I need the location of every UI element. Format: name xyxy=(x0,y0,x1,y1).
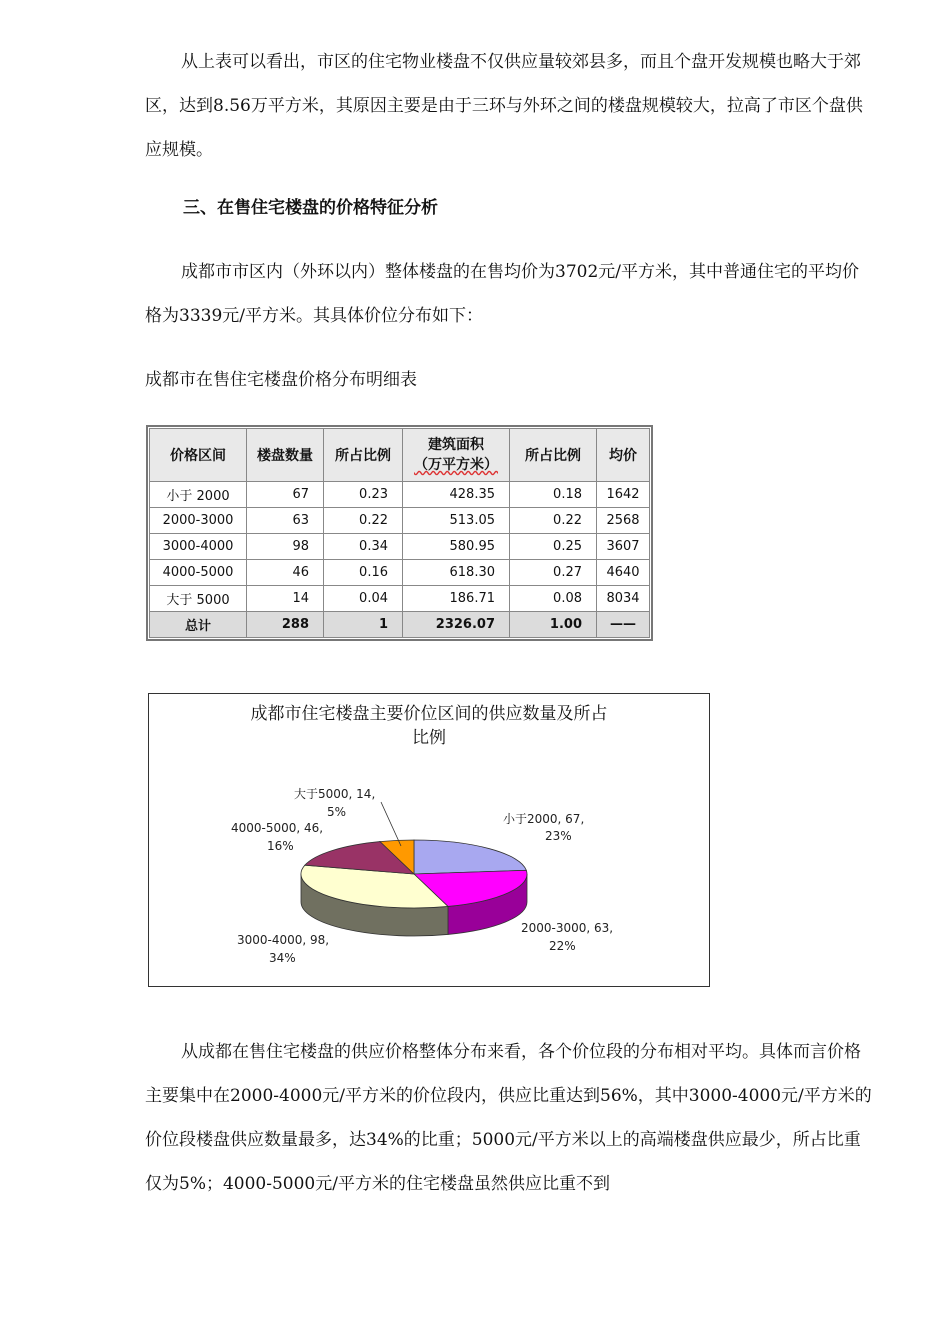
table-cell: 0.25 xyxy=(510,534,597,560)
table-cell: 2326.07 xyxy=(403,612,510,638)
table-cell: 0.16 xyxy=(324,560,403,586)
pie-data-label: 2000-3000, 63, xyxy=(521,921,614,935)
table-cell: 2000-3000 xyxy=(150,508,247,534)
pie-data-label: 小于2000, 67, xyxy=(503,812,585,826)
table-cell: 288 xyxy=(247,612,324,638)
table-cell: —— xyxy=(597,612,650,638)
col-header-price-range: 价格区间 xyxy=(150,429,247,482)
pie-data-label-percent: 34% xyxy=(269,951,296,965)
section-heading: 三、在售住宅楼盘的价格特征分析 xyxy=(183,198,438,218)
table-cell: 8034 xyxy=(597,586,650,612)
pie-data-label-percent: 5% xyxy=(327,805,347,819)
pie-data-label: 大于5000, 14, xyxy=(294,787,376,801)
table-cell: 14 xyxy=(247,586,324,612)
pie-chart-svg xyxy=(149,694,709,986)
table-cell: 618.30 xyxy=(403,560,510,586)
table-cell: 3607 xyxy=(597,534,650,560)
table-cell: 大于 5000 xyxy=(150,586,247,612)
col-header-avg-price: 均价 xyxy=(597,429,650,482)
table-cell: 0.04 xyxy=(324,586,403,612)
col-header-ratio: 所占比例 xyxy=(324,429,403,482)
pie-data-label-percent: 16% xyxy=(267,839,294,853)
paragraph-analysis: 从成都在售住宅楼盘的供应价格整体分布来看，各个价位段的分布相对平均。具体而言价格主要集中在2000-4000元/平方米的价位段内，供应比重达到56%，其中3000-4000元/平方米的价位段楼盘供应数量最多，达34%的比重；5000元/平方米以上的高端楼盘供应最少，所占比重仅为5%；4000-5000元/平方米的住宅楼盘虽然供应比重不到 xyxy=(145,1042,872,1194)
pie-slice-1 xyxy=(414,840,526,874)
table-cell: 0.22 xyxy=(324,508,403,534)
table-cell: 1 xyxy=(324,612,403,638)
pie-leader-line xyxy=(381,802,401,846)
table-row xyxy=(150,560,650,586)
table-cell: 513.05 xyxy=(403,508,510,534)
pie-chart xyxy=(148,693,710,987)
table-cell: 67 xyxy=(247,482,324,508)
paragraph-intro: 从上表可以看出，市区的住宅物业楼盘不仅供应量较郊县多，而且个盘开发规模也略大于郊区，达到8.56万平方米，其原因主要是由于三环与外环之间的楼盘规模较大，拉高了市区个盘供应规模。 xyxy=(145,52,863,160)
table-cell: 580.95 xyxy=(403,534,510,560)
table-cell: 98 xyxy=(247,534,324,560)
price-distribution-table xyxy=(146,425,653,641)
table-cell: 0.08 xyxy=(510,586,597,612)
col-header-area-ratio: 所占比例 xyxy=(510,429,597,482)
table-row xyxy=(150,482,650,508)
table-header-row xyxy=(150,429,650,482)
table-cell: 小于 2000 xyxy=(150,482,247,508)
table-row xyxy=(150,508,650,534)
table-cell: 2568 xyxy=(597,508,650,534)
table-cell: 1642 xyxy=(597,482,650,508)
table-cell: 0.27 xyxy=(510,560,597,586)
table-cell: 63 xyxy=(247,508,324,534)
chart-title: 成都市住宅楼盘主要价位区间的供应数量及所占 比例 xyxy=(250,704,608,748)
table-cell: 186.71 xyxy=(403,586,510,612)
table-cell: 3000-4000 xyxy=(150,534,247,560)
table-cell: 总计 xyxy=(150,612,247,638)
table-total-row xyxy=(150,612,650,638)
pie-data-label: 4000-5000, 46, xyxy=(231,821,324,835)
paragraph-average-price: 成都市市区内（外环以内）整体楼盘的在售均价为3702元/平方米，其中普通住宅的平均价格为3339元/平方米。其具体价位分布如下： xyxy=(145,262,859,326)
table-cell: 46 xyxy=(247,560,324,586)
table-row xyxy=(150,534,650,560)
table-cell: 0.18 xyxy=(510,482,597,508)
pie-data-label-percent: 23% xyxy=(545,829,572,843)
table-cell: 0.23 xyxy=(324,482,403,508)
pie-data-label: 3000-4000, 98, xyxy=(237,933,330,947)
table-cell: 0.22 xyxy=(510,508,597,534)
col-header-area: 建筑面积 （万平方米） xyxy=(403,429,510,482)
pie-data-label-percent: 22% xyxy=(549,939,576,953)
table-caption: 成都市在售住宅楼盘价格分布明细表 xyxy=(145,370,417,390)
table-cell: 1.00 xyxy=(510,612,597,638)
table-cell: 0.34 xyxy=(324,534,403,560)
table-row xyxy=(150,586,650,612)
table-cell: 4640 xyxy=(597,560,650,586)
table-cell: 428.35 xyxy=(403,482,510,508)
table-cell: 4000-5000 xyxy=(150,560,247,586)
col-header-count: 楼盘数量 xyxy=(247,429,324,482)
